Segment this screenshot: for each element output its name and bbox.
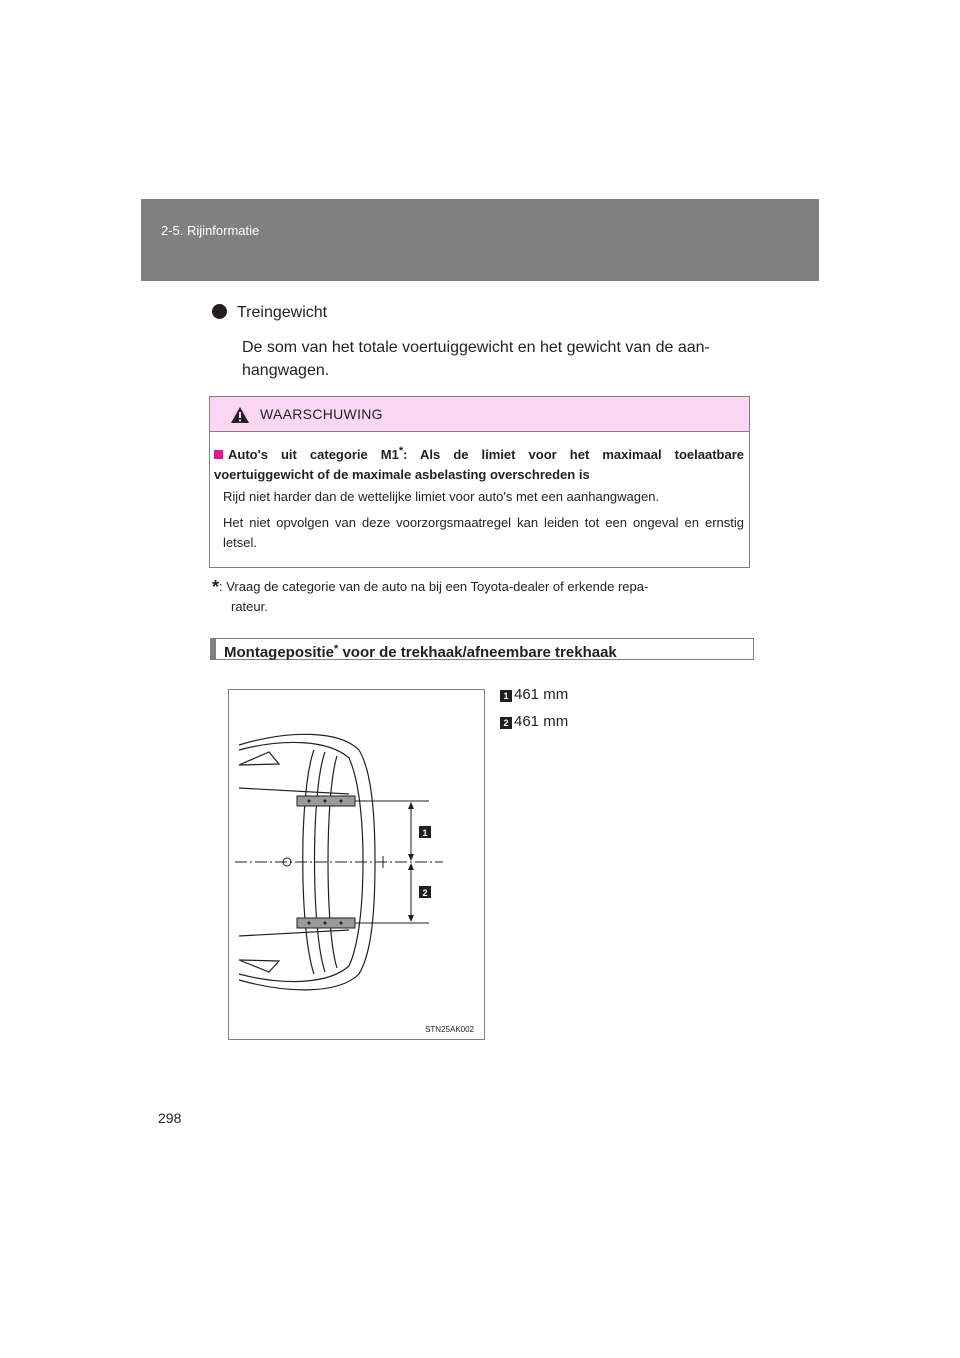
svg-text:1: 1 xyxy=(422,828,428,838)
measurement-2-value: 461 mm xyxy=(514,713,569,730)
heading-star: * xyxy=(334,643,339,655)
car-rear-view-illustration xyxy=(229,690,484,1039)
measurement-2 xyxy=(500,713,568,730)
warning-box xyxy=(209,396,750,568)
tow-hitch-diagram xyxy=(228,689,485,1040)
footnote-star: * xyxy=(212,577,220,597)
warning-header xyxy=(210,397,749,432)
warning-subhead-star: * xyxy=(398,445,404,457)
warning-subheading xyxy=(214,441,744,485)
bullet-item xyxy=(212,304,327,322)
bullet-term: Treingewicht xyxy=(237,304,328,321)
heading-rest: voor de trekhaak/afneembare trekhaak xyxy=(338,644,617,661)
warning-subhead-prefix: Auto's uit categorie M1 xyxy=(228,447,399,462)
warning-paragraph-1: Rijd niet harder dan de wettelijke limiet voor auto's met een aanhangwagen. xyxy=(223,489,660,504)
bullet-description: De som van het totale voertuiggewicht en het gewicht van de aan-hangwagen. xyxy=(242,339,710,379)
header-bar xyxy=(141,199,819,281)
section-label: 2-5. Rijinformatie xyxy=(161,223,260,238)
measurement-1-value: 461 mm xyxy=(514,686,569,703)
warning-paragraph-2: Het niet opvolgen van deze voorzorgsmaatregel kan leiden tot een ongeval en ernstig letsel. xyxy=(223,515,744,550)
bullet-dot-icon xyxy=(212,304,227,319)
heading-prefix: Montagepositie xyxy=(224,644,335,661)
section-heading xyxy=(210,638,754,660)
footnote-line-1: : Vraag de categorie van de auto na bij een Toyota-dealer of erkende repa- xyxy=(219,579,649,594)
warning-title: WAARSCHUWING xyxy=(260,406,383,422)
svg-text:2: 2 xyxy=(422,888,428,898)
footnote xyxy=(212,577,748,617)
measurement-1 xyxy=(500,686,568,703)
badge-1-icon: 1 xyxy=(500,690,512,702)
square-marker-icon xyxy=(214,450,223,459)
page-number: 298 xyxy=(158,1110,182,1126)
warning-subhead-rest: : Als de limiet voor het maximaal toelaatbare voertuiggewicht of de maximale asbelasting overschreden is xyxy=(214,447,745,482)
badge-2-icon: 2 xyxy=(500,717,512,729)
warning-triangle-icon xyxy=(230,406,250,424)
footnote-line-2: rateur. xyxy=(231,599,268,614)
diagram-code: STN25AK002 xyxy=(425,1025,474,1034)
